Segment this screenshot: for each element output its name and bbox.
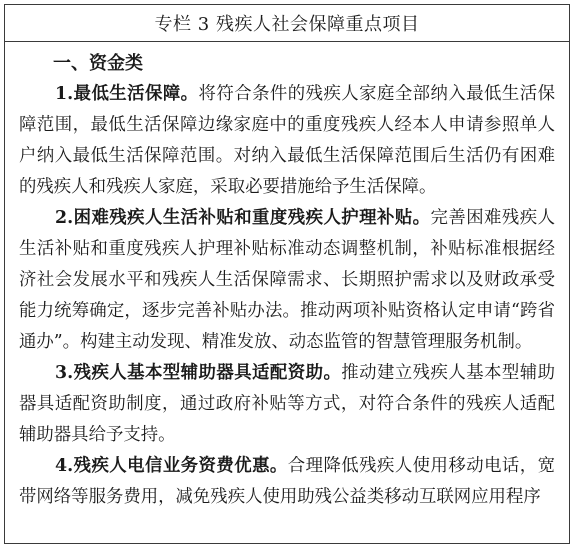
item-title: 1.最低生活保障。	[55, 84, 199, 104]
item-body: 完善困难残疾人生活补贴和重度残疾人护理补贴标准动态调整机制，补贴标准根据经济社会发展水平和残疾人生活保障需求、长期照护需求以及财政承受能力统筹确定，逐步完善补贴办法。推动两项补贴资格认定申请“跨省通办”。构建主动发现、精准发放、动态监管的智慧管理服务机制。	[19, 208, 555, 352]
section-heading: 一、资金类	[53, 53, 143, 74]
column-title: 专栏 3 残疾人社会保障重点项目	[5, 5, 569, 42]
item-telecom-discount	[19, 451, 555, 513]
item-title: 3.残疾人基本型辅助器具适配资助。	[55, 363, 342, 383]
item-title: 4.残疾人电信业务资费优惠。	[55, 456, 288, 476]
item-body: 合理降低残疾人使用移动电话，宽带网络等服务费用，减免残疾人使用助残公益类移动互联网应用程序	[19, 456, 555, 507]
item-body: 推动建立残疾人基本型辅助器具适配资助制度，通过政府补贴等方式，对符合条件的残疾人适配辅助器具给予支持。	[19, 363, 555, 445]
item-minimum-living-security	[19, 79, 555, 203]
column-content	[5, 42, 569, 513]
item-body: 将符合条件的残疾人家庭全部纳入最低生活保障范围，最低生活保障边缘家庭中的重度残疾人经本人申请参照单人户纳入最低生活保障范围。对纳入最低生活保障范围后生活仍有困难的残疾人和残疾人家庭，采取必要措施给予生活保障。	[19, 84, 555, 197]
item-assistive-device-subsidy	[19, 358, 555, 451]
item-title: 2.困难残疾人生活补贴和重度残疾人护理补贴。	[55, 208, 431, 228]
item-living-and-care-subsidy	[19, 203, 555, 358]
project-column-panel	[4, 4, 570, 544]
